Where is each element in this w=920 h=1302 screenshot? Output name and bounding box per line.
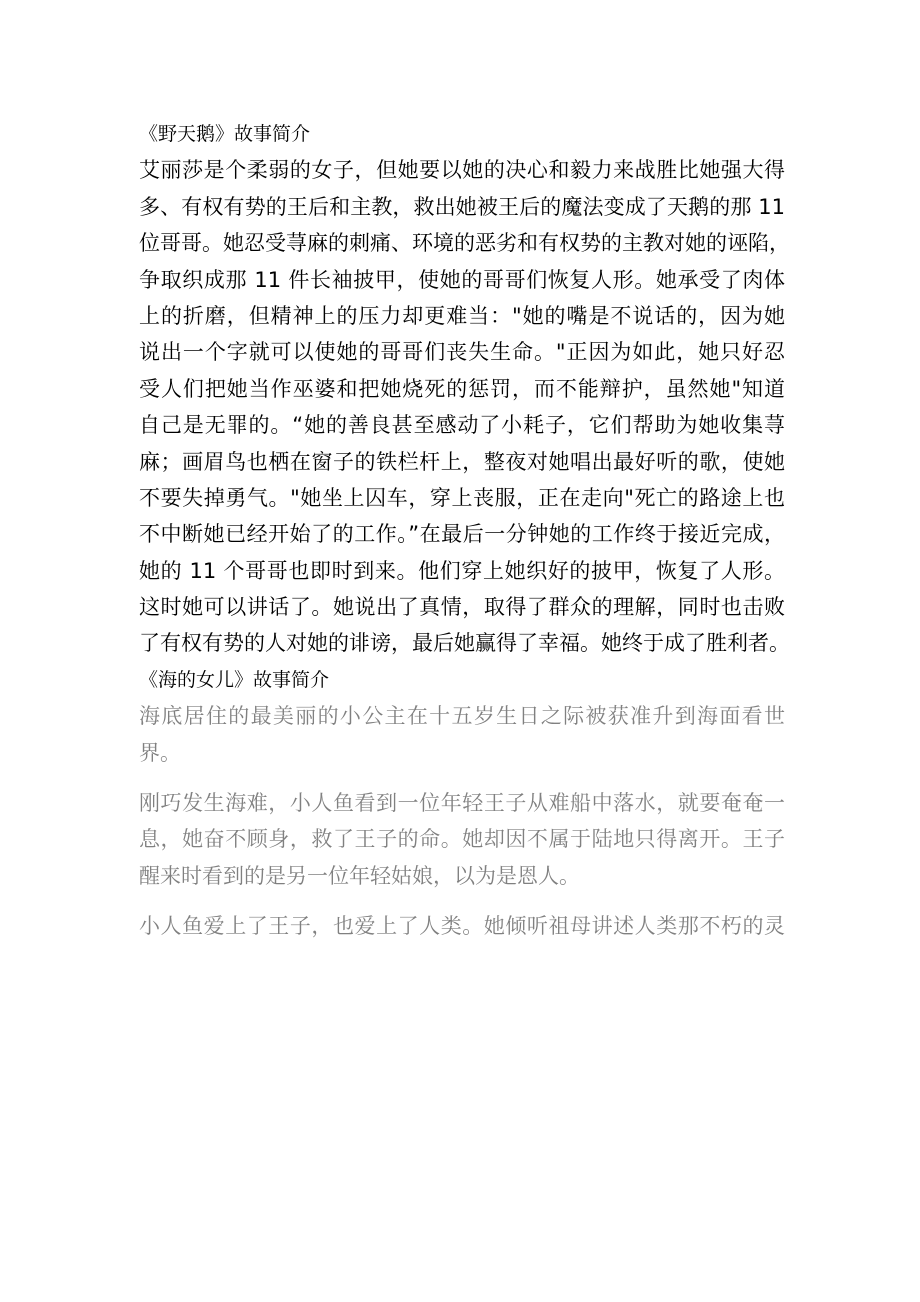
text-line: 上的折磨，但精神上的压力却更难当："她的嘴是不说话的，因为她 bbox=[139, 303, 785, 328]
paragraph bbox=[139, 908, 785, 944]
text-line: 醒来时看到的是另一位年轻姑娘，以为是恩人。 bbox=[139, 863, 580, 888]
text-line: 位哥哥。她忍受荨麻的刺痛、环境的恶劣和有权势的主教对她的诬陷， bbox=[139, 231, 790, 256]
paragraph bbox=[139, 698, 785, 771]
paragraph-spacing bbox=[139, 894, 785, 908]
text-line: 界。 bbox=[139, 740, 181, 765]
text-line: 息，她奋不顾身，救了王子的命。她却因不属于陆地只得离开。王子 bbox=[139, 827, 785, 852]
story-summary-little-mermaid bbox=[139, 698, 785, 944]
text-line: 争取织成那 11 件长袖披甲，使她的哥哥们恢复人形。她承受了肉体 bbox=[139, 267, 785, 292]
story-title-wild-swans: 《野天鹅》故事简介 bbox=[139, 123, 311, 145]
text-line: 小人鱼爱上了王子，也爱上了人类。她倾听祖母讲述人类那不朽的灵 bbox=[139, 914, 785, 939]
text-line: 不中断她已经开始了的工作。”在最后一分钟她的工作终于接近完成， bbox=[139, 522, 785, 547]
text-line: 这时她可以讲话了。她说出了真情，取得了群众的理解，同时也击败 bbox=[139, 595, 785, 620]
text-line: 海底居住的最美丽的小公主在十五岁生日之际被获准升到海面看世 bbox=[139, 704, 785, 729]
text-line: 多、有权有势的王后和主教，救出她被王后的魔法变成了天鹅的那 11 bbox=[139, 194, 785, 219]
text-line: 说出一个字就可以使她的哥哥们丧失生命。"正因为如此，她只好忍 bbox=[139, 340, 785, 365]
text-line: 刚巧发生海难，小人鱼看到一位年轻王子从难船中落水，就要奄奄一 bbox=[139, 791, 785, 816]
paragraph-spacing bbox=[139, 771, 785, 785]
story-summary-wild-swans bbox=[139, 152, 790, 661]
story-title-little-mermaid: 《海的女儿》故事简介 bbox=[139, 668, 330, 691]
text-line: 了有权有势的人对她的诽谤，最后她赢得了幸福。她终于成了胜利者。 bbox=[139, 631, 790, 656]
text-line: 自己是无罪的。“她的善良甚至感动了小耗子，它们帮助为她收集荨 bbox=[139, 413, 785, 438]
text-line: 艾丽莎是个柔弱的女子，但她要以她的决心和毅力来战胜比她强大得 bbox=[139, 158, 785, 183]
text-line: 受人们把她当作巫婆和把她烧死的惩罚，而不能辩护，虽然她"知道 bbox=[139, 376, 785, 401]
document-body bbox=[139, 116, 790, 945]
text-line: 不要失掉勇气。"她坐上囚车，穿上丧服，正在走向"死亡的路途上也 bbox=[139, 485, 785, 510]
paragraph bbox=[139, 785, 785, 894]
text-line: 麻；画眉鸟也栖在窗子的铁栏杆上，整夜对她唱出最好听的歌，使她 bbox=[139, 449, 785, 474]
text-line: 她的 11 个哥哥也即时到来。他们穿上她织好的披甲，恢复了人形。 bbox=[139, 558, 785, 583]
